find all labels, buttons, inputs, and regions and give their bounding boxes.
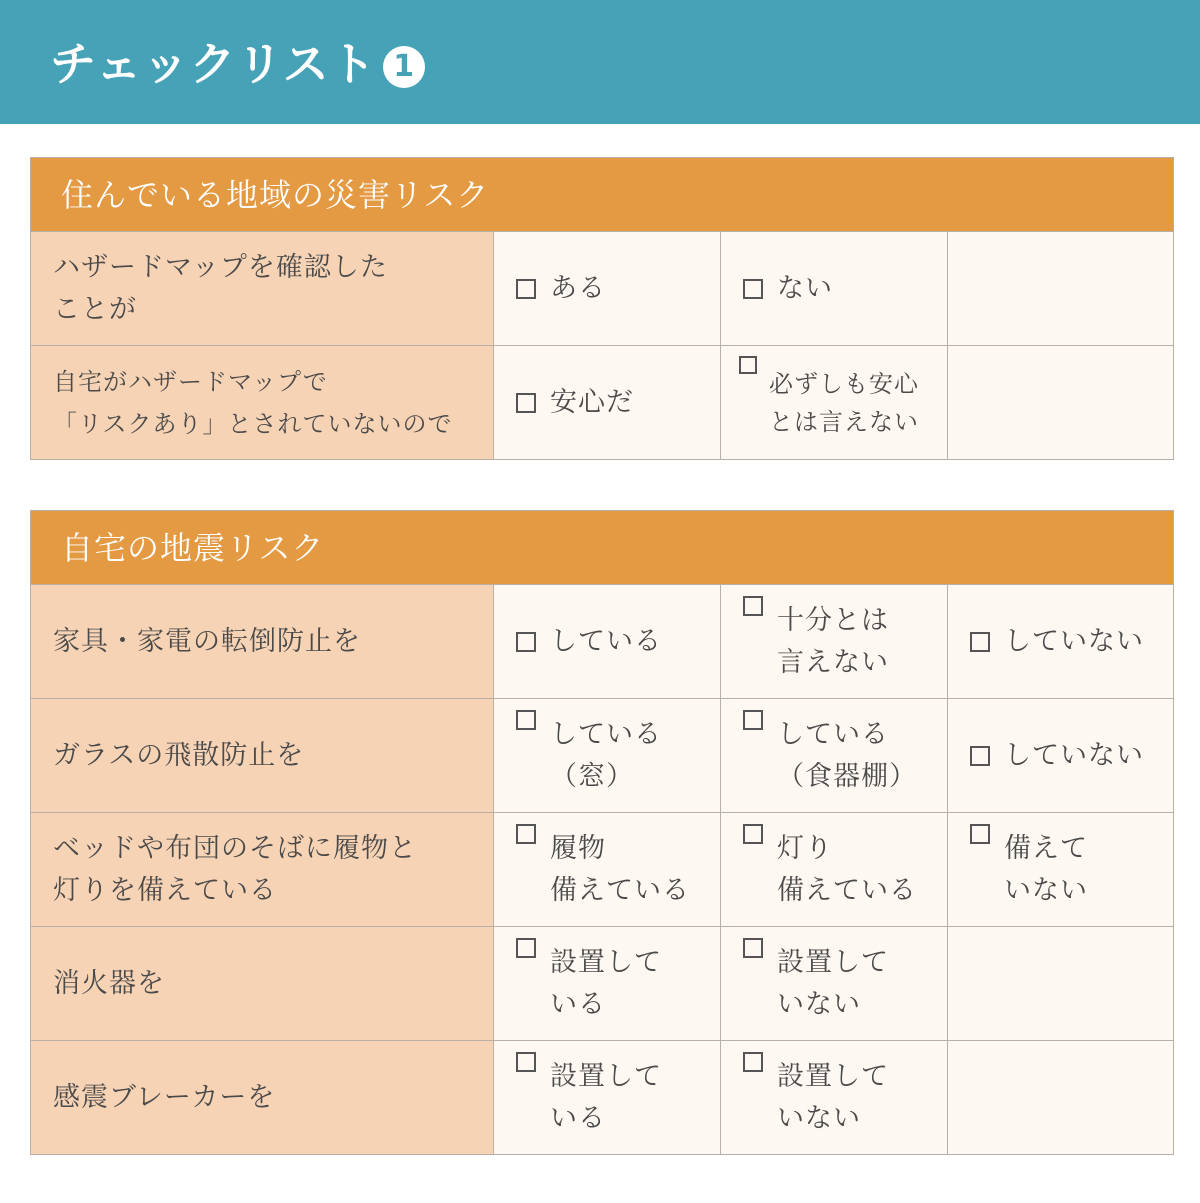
question-label: 自宅がハザードマップで 「リスクあり」とされていないので — [31, 346, 494, 459]
checkbox[interactable] — [516, 393, 536, 413]
option-label: 必ずしも安心 とは言えない — [769, 369, 919, 436]
checkbox[interactable] — [970, 824, 990, 844]
question-label: ベッドや布団のそばに履物と 灯りを備えている — [31, 813, 494, 926]
option-label: している （窓） — [550, 718, 662, 792]
question-label: 消火器を — [31, 927, 494, 1040]
option-checkbox[interactable] — [721, 813, 948, 926]
option-label: していない — [1004, 625, 1144, 657]
checklist-row — [31, 232, 1173, 346]
checkbox[interactable] — [516, 1052, 536, 1072]
page-title — [50, 34, 425, 94]
option-label: 履物 備えている — [550, 832, 690, 906]
option-label: 備えて いない — [1004, 832, 1088, 906]
empty-cell — [948, 927, 1173, 1040]
section-title: 自宅の地震リスク — [31, 511, 1173, 585]
option-label: していない — [1004, 739, 1144, 771]
option-aru[interactable] — [494, 232, 721, 345]
section-title: 住んでいる地域の災害リスク — [31, 158, 1173, 232]
option-label: している — [550, 625, 662, 657]
question-label: 感震ブレーカーを — [31, 1041, 494, 1154]
checkbox[interactable] — [516, 279, 536, 299]
checkbox[interactable] — [743, 1052, 763, 1072]
option-checkbox[interactable] — [721, 927, 948, 1040]
empty-cell — [948, 1041, 1173, 1154]
option-nai[interactable] — [721, 232, 948, 345]
checkbox[interactable] — [739, 356, 757, 374]
checkbox[interactable] — [743, 279, 763, 299]
checkbox[interactable] — [743, 596, 763, 616]
section-disaster-risk — [30, 157, 1174, 460]
option-label: 灯り 備えている — [777, 832, 917, 906]
checklist-row — [31, 927, 1173, 1041]
option-checkbox[interactable] — [721, 1041, 948, 1154]
checklist-row — [31, 699, 1173, 813]
checklist-row — [31, 585, 1173, 699]
option-label: 十分とは 言えない — [777, 604, 889, 678]
option-checkbox[interactable] — [494, 585, 721, 698]
header-bar — [0, 0, 1200, 124]
checkbox[interactable] — [516, 824, 536, 844]
section-earthquake-risk — [30, 510, 1174, 1155]
option-label: 設置して いない — [777, 946, 889, 1020]
checkbox[interactable] — [743, 824, 763, 844]
checklist-row — [31, 346, 1173, 459]
option-label: 設置して いる — [550, 946, 662, 1020]
question-label: 家具・家電の転倒防止を — [31, 585, 494, 698]
option-checkbox[interactable] — [948, 585, 1173, 698]
checkbox[interactable] — [743, 938, 763, 958]
option-label: している （食器棚） — [777, 718, 917, 792]
option-label: 安心だ — [550, 386, 634, 418]
option-checkbox[interactable] — [494, 699, 721, 812]
option-checkbox[interactable] — [948, 813, 1173, 926]
empty-cell — [948, 346, 1173, 459]
option-not-safe[interactable] — [721, 346, 948, 459]
option-checkbox[interactable] — [948, 699, 1173, 812]
checklist-row — [31, 1041, 1173, 1154]
option-checkbox[interactable] — [721, 699, 948, 812]
question-label: ハザードマップを確認した ことが — [31, 232, 494, 345]
option-label: 設置して いる — [550, 1060, 662, 1134]
question-label: ガラスの飛散防止を — [31, 699, 494, 812]
checkbox[interactable] — [970, 746, 990, 766]
option-anshin[interactable] — [494, 346, 721, 459]
option-checkbox[interactable] — [721, 585, 948, 698]
empty-cell — [948, 232, 1173, 345]
option-checkbox[interactable] — [494, 927, 721, 1040]
checkbox[interactable] — [516, 710, 536, 730]
option-checkbox[interactable] — [494, 1041, 721, 1154]
checkbox[interactable] — [743, 710, 763, 730]
option-label: ある — [550, 272, 606, 304]
checkbox[interactable] — [516, 938, 536, 958]
page-title-text: チェックリスト — [50, 37, 377, 91]
checkbox[interactable] — [516, 632, 536, 652]
option-checkbox[interactable] — [494, 813, 721, 926]
checklist-row — [31, 813, 1173, 927]
option-label: 設置して いない — [777, 1060, 889, 1134]
option-label: ない — [777, 272, 833, 304]
number-badge: 1 — [383, 46, 425, 88]
checkbox[interactable] — [970, 632, 990, 652]
